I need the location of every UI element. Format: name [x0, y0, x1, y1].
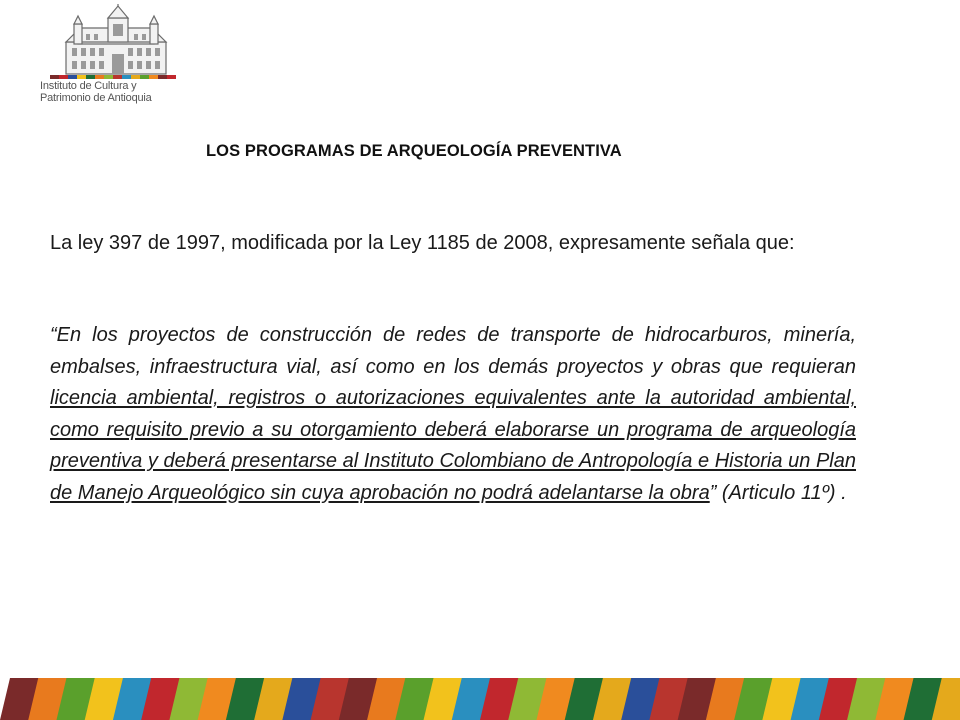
intro-paragraph: La ley 397 de 1997, modificada por la Ley 1185 de 2008, expresamente señala que: [50, 232, 795, 254]
quote-underlined-text: licencia ambiental, registros o autorizaciones equivalentes ante la autoridad ambiental, como requisito previo a su otorgamiento deberá elaborarse un programa de arqueología preventiva y deberá presentarse al Instituto Colombiano de Antropología e Historia un Plan de Manejo Arqueológico sin cuya aprobación no podrá adelantarse la obra [50, 387, 856, 504]
page-title: LOS PROGRAMAS DE ARQUEOLOGÍA PREVENTIVA [206, 142, 622, 160]
logo-stripe-segment [113, 75, 123, 79]
logo-stripe-segment [95, 75, 105, 79]
logo-stripe-segment [167, 75, 176, 79]
logo-stripe-segment [149, 75, 159, 79]
logo-stripe-segment [50, 75, 60, 79]
logo-stripe-segment [122, 75, 132, 79]
logo-stripe-segment [104, 75, 114, 79]
logo-stripe-segment [131, 75, 141, 79]
decorative-stripe-band [0, 678, 960, 720]
logo-stripe-segment [86, 75, 96, 79]
logo-stripe-segment [68, 75, 78, 79]
logo-text [40, 80, 190, 104]
quote-opening: “En los proyectos de construcción de redes de transporte de hidrocarburos, minería, embalses, infraestructura vial, así como en los demás proyectos y obras que requieran [50, 324, 856, 378]
logo-stripe-segment [59, 75, 69, 79]
logo-stripe-segment [158, 75, 168, 79]
logo-line-1: Instituto de Cultura y [40, 80, 137, 92]
law-quote [50, 320, 856, 509]
institute-logo [36, 4, 186, 116]
logo-line-2: Patrimonio de Antioquia [40, 92, 152, 104]
logo-stripe-segment [77, 75, 87, 79]
logo-stripe-segment [140, 75, 150, 79]
quote-closing: ” (Articulo 11º) . [709, 481, 847, 504]
building-logo-icon [36, 4, 176, 80]
